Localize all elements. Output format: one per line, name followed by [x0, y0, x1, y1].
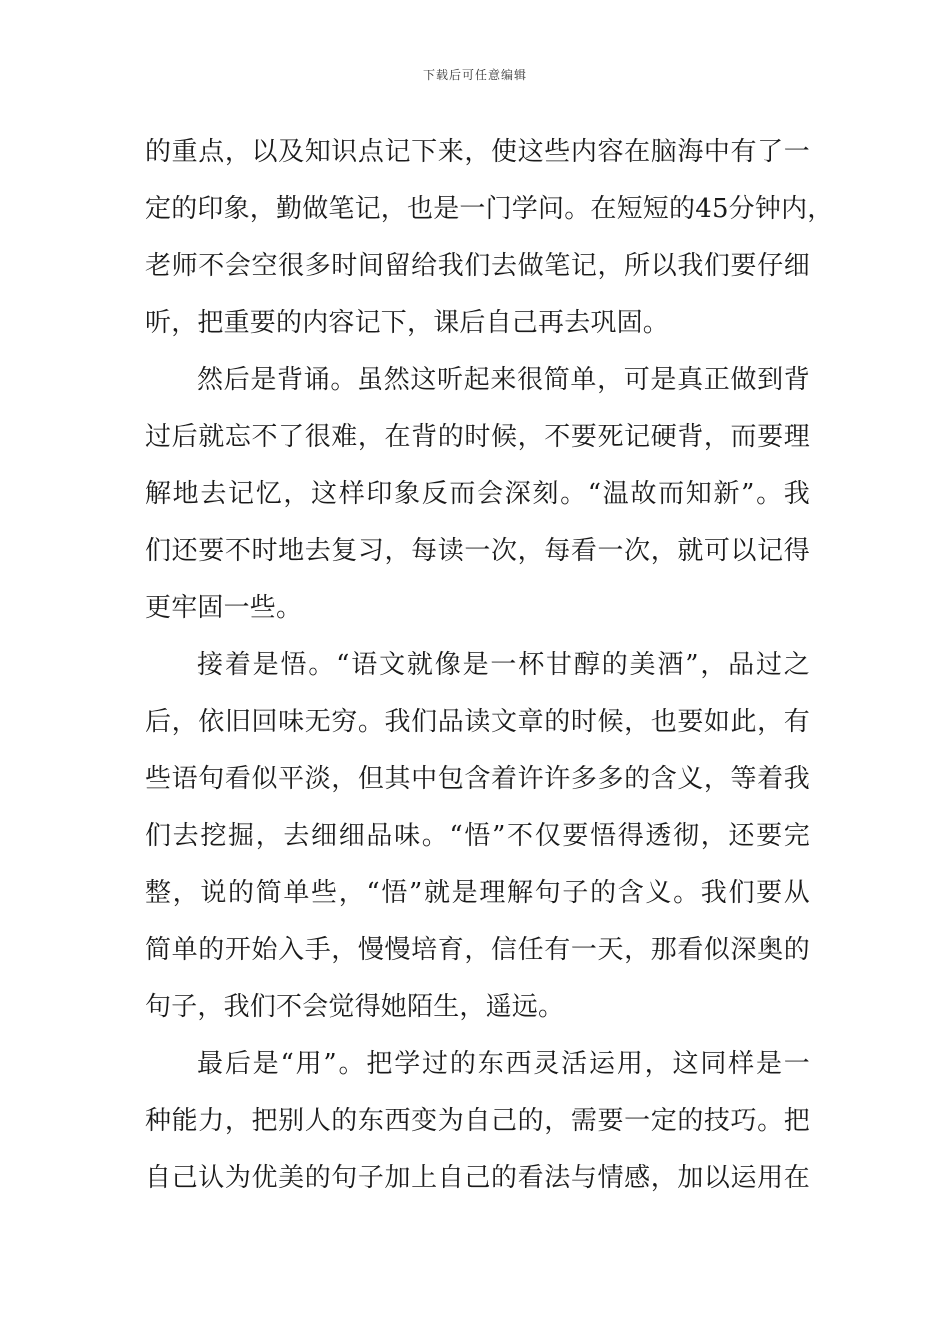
text-line: 老师不会空很多时间留给我们去做笔记，所以我们要仔细	[145, 251, 810, 281]
text-line: 解地去记忆，这样印象反而会深刻。“温故而知新”。我	[145, 479, 810, 509]
text-line: 后，依旧回味无穷。我们品读文章的时候，也要如此，有	[145, 707, 810, 737]
text-line: 整，说的简单些，“悟”就是理解句子的含义。我们要从	[145, 878, 810, 908]
document-body	[145, 124, 834, 1207]
text-line: 听，把重要的内容记下，课后自己再去巩固。	[145, 308, 670, 338]
text-line: 更牢固一些。	[145, 593, 303, 623]
text-line: 自己认为优美的句子加上自己的看法与情感，加以运用在	[145, 1163, 810, 1193]
paragraph-first-line: 最后是“用”。把学过的东西灵活运用，这同样是一	[197, 1049, 810, 1079]
page-header: 下载后可任意编辑	[422, 68, 527, 82]
paragraph-first-line: 接着是悟。“语文就像是一杯甘醇的美酒”，品过之	[197, 650, 810, 680]
text-line: 种能力，把别人的东西变为自己的，需要一定的技巧。把	[145, 1106, 810, 1136]
paragraph-first-line: 然后是背诵。虽然这听起来很简单，可是真正做到背	[197, 365, 810, 395]
text-line: 定的印象，勤做笔记，也是一门学问。在短短的45分钟内，	[145, 194, 834, 224]
text-line: 们还要不时地去复习，每读一次，每看一次，就可以记得	[145, 536, 810, 566]
text-line: 简单的开始入手，慢慢培育，信任有一天，那看似深奥的	[145, 935, 810, 965]
text-line: 句子，我们不会觉得她陌生，遥远。	[145, 992, 565, 1022]
text-line: 们去挖掘，去细细品味。“悟”不仅要悟得透彻，还要完	[145, 821, 810, 851]
text-line: 的重点，以及知识点记下来，使这些内容在脑海中有了一	[145, 137, 810, 167]
text-line: 些语句看似平淡，但其中包含着许许多多的含义，等着我	[145, 764, 810, 794]
text-line: 过后就忘不了很难，在背的时候，不要死记硬背，而要理	[145, 422, 810, 452]
